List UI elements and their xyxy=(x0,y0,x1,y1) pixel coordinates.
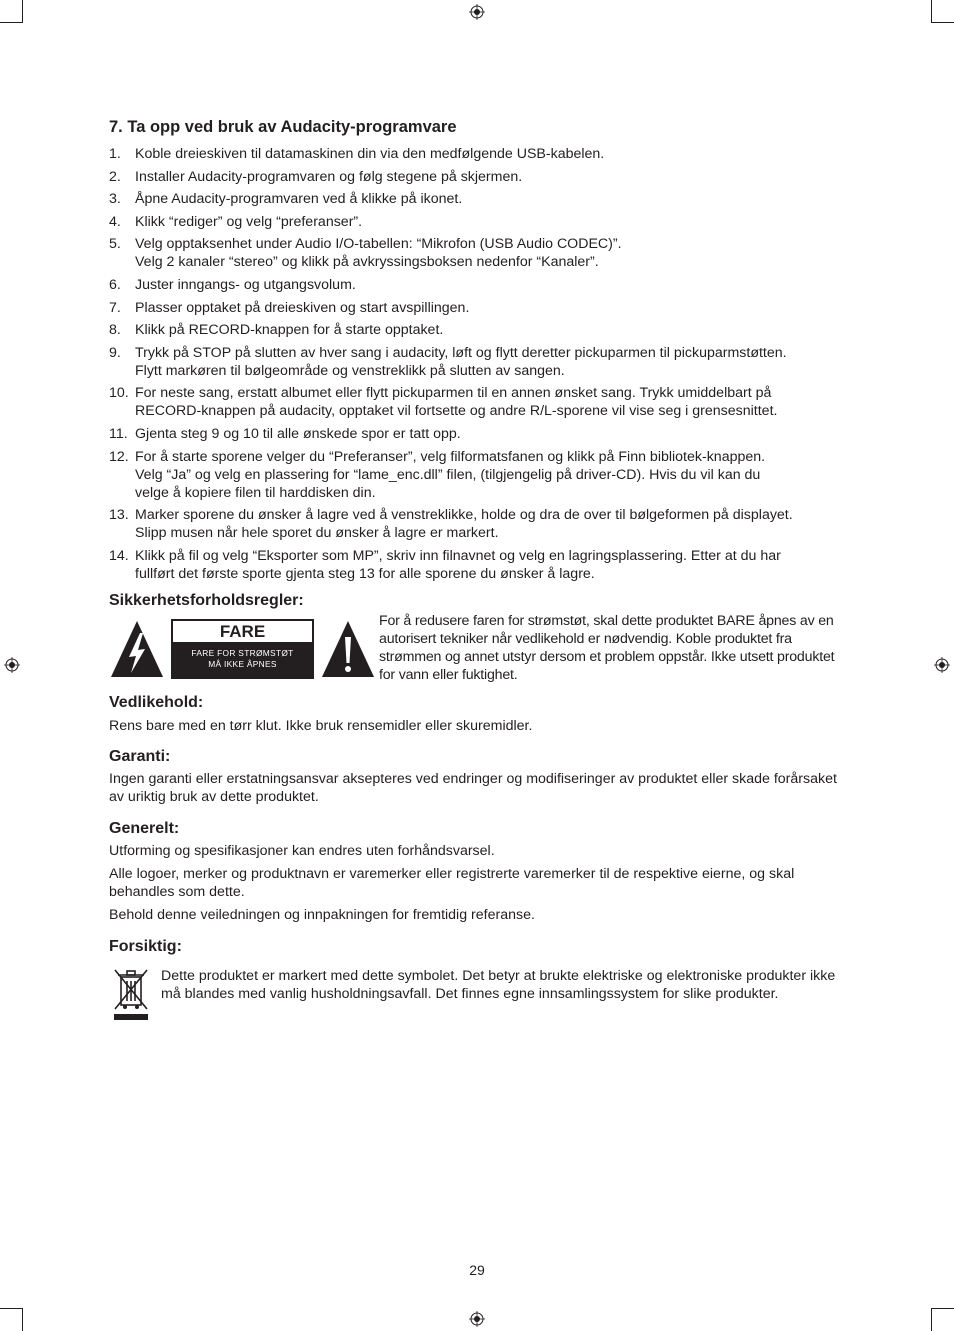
maintenance-text: Rens bare med en tørr klut. Ikke bruk rensemidler eller skuremidler. xyxy=(109,717,533,734)
safety-block xyxy=(109,612,845,687)
list-item: 6. Juster inngangs- og utgangsvolum. xyxy=(109,276,356,293)
general-text-1: Utforming og spesifikasjoner kan endres uten forhåndsvarsel. xyxy=(109,842,495,859)
list-item: 9. Trykk på STOP på slutten av hver sang i audacity, løft og flytt deretter pickuparmen til pickuparmstøtten. Flytt markøren til bølgeområde og venstreklikk på slutten av sangen. xyxy=(109,344,787,379)
steps-list xyxy=(109,145,845,583)
warranty-heading: Garanti: xyxy=(109,747,171,765)
crossed-out-bin-icon xyxy=(112,967,150,1023)
safety-text: For å redusere faren for strømstøt, skal dette produktet BARE åpnes av en autorisert tekniker når vedlikehold er nødvendig. Koble produktet fra strømmen og annet utstyr dersom et problem oppstår. Ikke utsett produktet for vann eller fuktighet. xyxy=(379,612,835,683)
list-item: 13. Marker sporene du ønsker å lagre ved å venstreklikke, holde og dra de over til bølgeformen på displayet. Slipp musen når hele sporet du ønsker å lagre er markert. xyxy=(109,507,793,542)
danger-label xyxy=(171,619,314,679)
crop-mark xyxy=(22,0,23,22)
section-title: 7. Ta opp ved bruk av Audacity-programvare xyxy=(109,118,457,136)
page-content xyxy=(109,117,845,1029)
crop-mark xyxy=(931,0,932,22)
list-item: 3. Åpne Audacity-programvaren ved å klikke på ikonet. xyxy=(109,191,463,208)
list-item: 2. Installer Audacity-programvaren og følg stegene på skjermen. xyxy=(109,168,523,185)
registration-mark-icon xyxy=(934,657,950,673)
warranty-text: Ingen garanti eller erstatningsansvar aksepteres ved endringer og modifiseringer av produktet eller skade forårsaket av uriktig bruk av dette produktet. xyxy=(109,770,837,805)
list-item: 1. Koble dreieskiven til datamaskinen din via den medfølgende USB-kabelen. xyxy=(109,146,605,162)
registration-mark-icon xyxy=(469,1311,485,1327)
registration-mark-icon xyxy=(469,4,485,20)
crop-mark xyxy=(22,1309,23,1331)
exclamation-warning-icon xyxy=(320,619,376,679)
general-heading: Generelt: xyxy=(109,819,180,837)
list-item: 4. Klikk “rediger” og velg “preferanser”. xyxy=(109,213,363,230)
crop-mark xyxy=(931,22,954,23)
page-number: 29 xyxy=(469,1262,485,1278)
caution-heading: Forsiktig: xyxy=(109,937,182,955)
list-item: 14. Klikk på fil og velg “Eksporter som MP”, skriv inn filnavnet og velg en lagringsplassering. Etter at du har fullført det første sporte gjenta steg 13 for alle sporene du ønsker å lagre. xyxy=(109,547,781,582)
caution-block xyxy=(109,965,845,1029)
maintenance-heading: Vedlikehold: xyxy=(109,693,204,711)
general-text-3: Behold denne veiledningen og innpakningen for fremtidig referanse. xyxy=(109,906,535,923)
caution-text: Dette produktet er markert med dette symbolet. Det betyr at brukte elektriske og elektroniske produkter ikke må blandes med vanlig husholdningsavfall. Det finnes egne innsamlingssystem for slike produkter. xyxy=(161,967,836,1002)
danger-label-text: FARE FOR STRØMSTØT MÅ IKKE ÅPNES xyxy=(191,647,294,669)
list-item: 10. For neste sang, erstatt albumet eller flytt pickuparmen til en annen ønsket sang. Trykk umiddelbart på RECORD-knappen på audacity, opptaket vil fortsette og andre R/L-sporene vil vise seg i grensesnittet. xyxy=(109,385,778,420)
list-item: 7. Plasser opptaket på dreieskiven og start avspillingen. xyxy=(109,299,470,316)
registration-mark-icon xyxy=(4,657,20,673)
list-item: 12. For å starte sporene velger du “Preferanser”, velg filformatsfanen og klikk på Finn bibliotek-knappen. Velg “Ja” og velg en plassering for “lame_enc.dll” filen, (tilgjengelig på driver-CD). Hvis du vil kan du velge å kopiere filen til harddisken din. xyxy=(109,448,766,501)
list-item: 5. Velg opptaksenhet under Audio I/O-tabellen: “Mikrofon (USB Audio CODEC)”. Velg 2 kanaler “stereo” og klikk på avkryssingsboksen nedenfor “Kanaler”. xyxy=(109,236,622,271)
crop-mark xyxy=(0,1308,23,1309)
crop-mark xyxy=(931,1308,954,1309)
safety-heading: Sikkerhetsforholdsregler: xyxy=(109,591,304,609)
crop-mark xyxy=(931,1309,932,1331)
crop-mark xyxy=(0,22,23,23)
danger-label-title: FARE xyxy=(173,621,312,642)
general-text-2: Alle logoer, merker og produktnavn er varemerker eller registrerte varemerker til de respektive eierne, og skal behandles som dette. xyxy=(109,865,795,900)
lightning-warning-icon xyxy=(109,619,165,679)
list-item: 11. Gjenta steg 9 og 10 til alle ønskede spor er tatt opp. xyxy=(109,425,461,442)
list-item: 8. Klikk på RECORD-knappen for å starte opptaket. xyxy=(109,322,444,339)
